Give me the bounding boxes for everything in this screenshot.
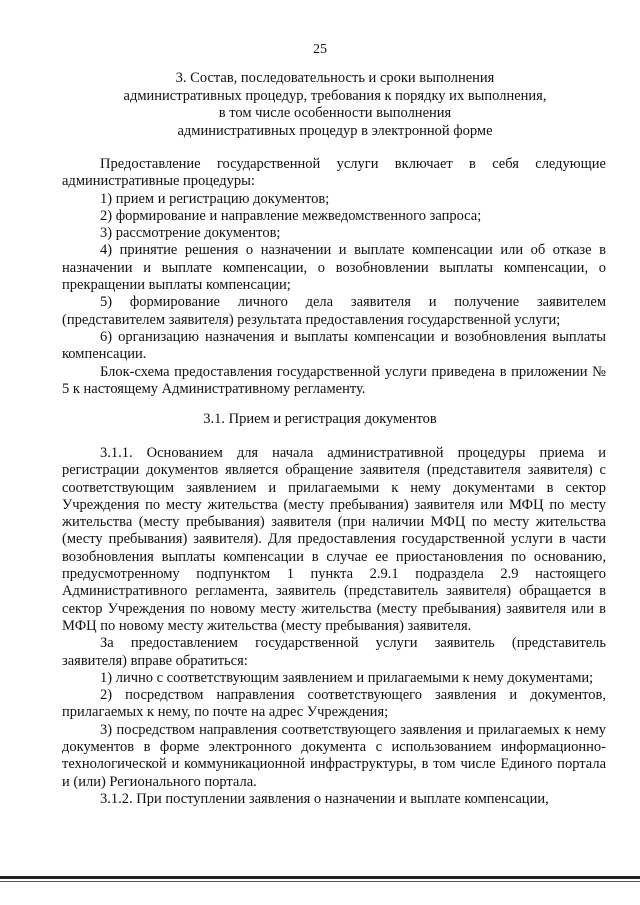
section-heading-line: 3. Состав, последовательность и сроки выполнения [175,70,495,86]
application-method-2: 2) посредством направления соответствующего заявления и документов, прилагаемых к нему, по почте на адрес Учреждения; [62,687,606,721]
page-number: 25 [313,42,327,57]
procedure-item-6: 6) организацию назначения и выплаты компенсации и возобновления выплаты компенсации. [62,328,606,363]
application-methods-intro: За предоставлением государственной услуги заявитель (представитель заявителя) вправе обратиться: [62,635,606,669]
application-method-3: 3) посредством направления соответствующего заявления и прилагаемых к нему документов в форме электронного документа с использованием информационно-технологической и коммуникационной инфраструктуры, в том числе Единого портала и (или) Регионального портала. [62,721,606,790]
procedure-item-4: 4) принятие решения о назначении и выплате компенсации или об отказе в назначении и выплате компенсации, о возобновлении выплаты компенсации, о прекращении выплаты компенсации; [62,242,606,294]
clause-3-1-2: 3.1.2. При поступлении заявления о назначении и выплате компенсации, [100,790,549,807]
intro-block [62,156,606,398]
procedure-item-2: 2) формирование и направление межведомственного запроса; [100,207,482,224]
flowchart-reference: Блок-схема предоставления государственной услуги приведена в приложении № 5 к настоящему Административному регламенту. [62,363,606,397]
section-heading-line: административных процедур в электронной форме [177,122,493,139]
subsection-heading: 3.1. Прием и регистрация документов [203,411,437,427]
clause-3-1-1: 3.1.1. Основанием для начала административной процедуры приема и регистрации документов является обращение заявителя (представителя заявителя) с соответствующим заявлением и прилагаемыми к нему документами в сектор Учреждения по месту жительства (месту пребывания) заявителя или МФЦ по месту жительства (месту пребывания) заявителя (при наличии МФЦ по месту жительства (месту пребывания) заявителя). Для предоставления государственной услуги в части возобновления выплаты компенсации в случае ее приостановления по основанию, предусмотренному подпунктом 1 пункта 2.9.1 подраздела 2.9 настоящего Административного регламента, заявитель (представитель заявителя) обращается в сектор Учреждения по новому месту жительства (месту пребывания) заявителя или в МФЦ по новому месту жительства (месту пребывания) заявителя. [62,445,606,634]
bottom-border [0,876,640,879]
bottom-border-thin [0,881,640,882]
section-heading-line: административных процедур, требования к порядку их выполнения, [123,87,547,104]
section-heading-line: в том числе особенности выполнения [218,105,452,121]
procedure-item-1: 1) прием и регистрацию документов; [100,190,330,207]
application-method-1: 1) лично с соответствующим заявлением и прилагаемыми к нему документами; [100,669,594,686]
procedure-item-5: 5) формирование личного дела заявителя и получение заявителем (представителем заявителя) результата предоставления государственной услуги; [62,294,606,328]
section-heading [80,70,590,140]
intro-paragraph: Предоставление государственной услуги включает в себя следующие административные процедуры: [62,156,606,190]
subsection-block [62,445,606,808]
procedure-item-3: 3) рассмотрение документов; [100,225,281,242]
